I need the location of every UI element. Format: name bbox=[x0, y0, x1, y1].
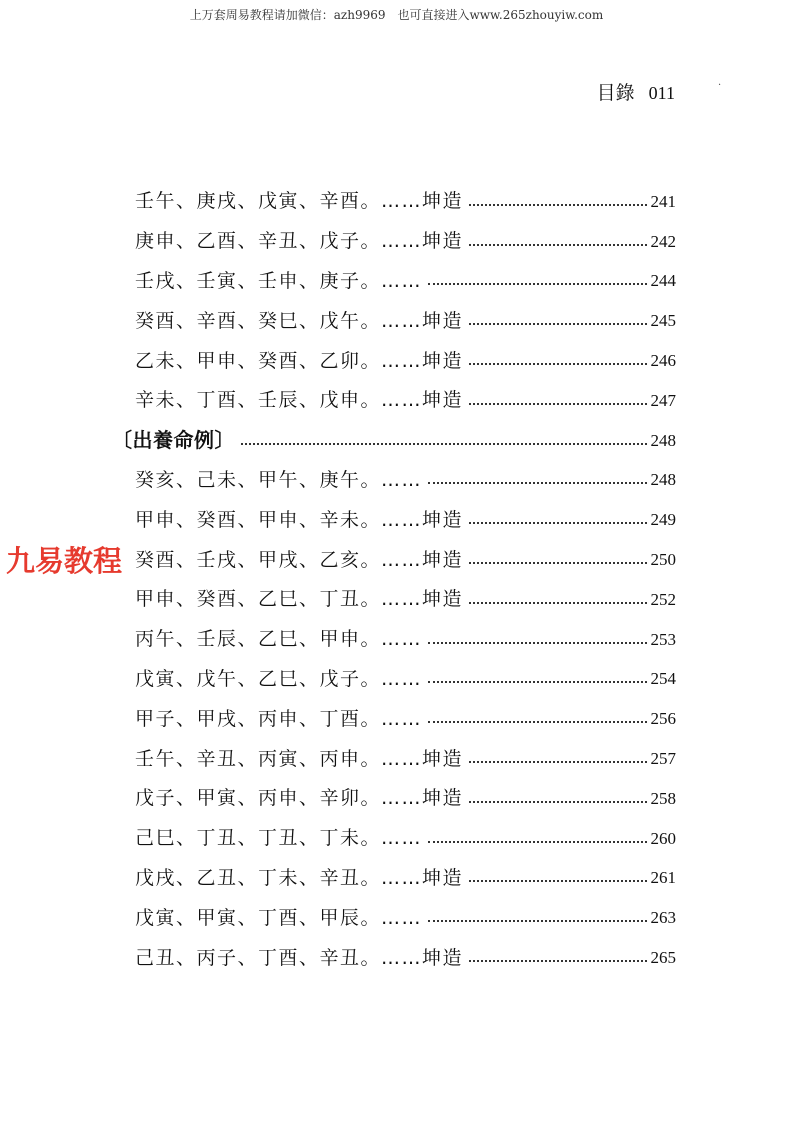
toc-entry-page: 257 bbox=[650, 749, 676, 769]
toc-entry bbox=[0, 936, 793, 976]
toc-entry-page: 263 bbox=[650, 908, 676, 928]
dot-leader bbox=[469, 602, 646, 604]
toc-entry-page: 245 bbox=[650, 311, 676, 331]
toc-entry bbox=[0, 896, 793, 936]
toc-entry-page: 249 bbox=[650, 510, 676, 530]
toc-entry-text: 甲子、甲戌、丙申、丁酉。…… bbox=[135, 707, 423, 730]
dot-leader bbox=[469, 562, 646, 564]
top-banner: 上万套周易教程请加微信：azh9969 也可直接进入www.265zhouyiw.com bbox=[189, 8, 604, 22]
toc-entry-page: 248 bbox=[650, 470, 676, 490]
dot-leader bbox=[428, 681, 646, 683]
dot-leader bbox=[428, 283, 646, 285]
toc-section-heading bbox=[0, 419, 793, 459]
toc-entry-page: 248 bbox=[650, 430, 676, 450]
toc-entry-page: 258 bbox=[650, 788, 676, 808]
toc-entry-text: 戊戌、乙丑、丁未、辛丑。……坤造 bbox=[135, 866, 464, 889]
dot-leader bbox=[469, 801, 646, 803]
toc-entry-text: 己巳、丁丑、丁丑、丁未。…… bbox=[135, 827, 423, 850]
toc-entry-page: 246 bbox=[650, 351, 676, 371]
dot-leader bbox=[469, 761, 646, 763]
toc-entry-page: 247 bbox=[650, 390, 676, 410]
toc-entry-page: 242 bbox=[650, 231, 676, 251]
toc-entry-text: 辛未、丁酉、壬辰、戊申。……坤造 bbox=[135, 389, 464, 412]
toc-entry-text: 甲申、癸酉、乙巳、丁丑。……坤造 bbox=[135, 588, 464, 611]
dot-leader bbox=[428, 642, 646, 644]
page-header bbox=[597, 78, 675, 105]
dot-leader bbox=[469, 244, 646, 246]
dot-leader bbox=[469, 363, 646, 365]
toc-entry-text: 甲申、癸酉、甲申、辛未。……坤造 bbox=[135, 508, 464, 531]
toc-entry-page: 254 bbox=[650, 669, 676, 689]
toc-entry-page: 261 bbox=[650, 868, 676, 888]
toc-entry bbox=[0, 220, 793, 260]
toc-entry bbox=[0, 618, 793, 658]
dot-leader bbox=[428, 482, 646, 484]
toc-entry-text: 庚申、乙酉、辛丑、戊子。……坤造 bbox=[135, 230, 464, 253]
stray-mark: · bbox=[718, 80, 722, 91]
toc-entry-page: 260 bbox=[650, 828, 676, 848]
toc-entry bbox=[0, 339, 793, 379]
toc-entry-page: 244 bbox=[650, 271, 676, 291]
page-title: 目錄 bbox=[596, 82, 635, 104]
toc-entry bbox=[0, 737, 793, 777]
toc-entry-text: 戊子、甲寅、丙申、辛卯。……坤造 bbox=[135, 787, 464, 810]
watermark-text: 九易教程 bbox=[6, 539, 124, 580]
toc-entry bbox=[0, 578, 793, 618]
toc-entry bbox=[0, 260, 793, 300]
toc-entry-page: 253 bbox=[650, 629, 676, 649]
dot-leader bbox=[428, 721, 646, 723]
toc-entry bbox=[0, 379, 793, 419]
toc-entry bbox=[0, 299, 793, 339]
toc-entry bbox=[0, 777, 793, 817]
toc-entry-page: 256 bbox=[650, 709, 676, 729]
toc-entry bbox=[0, 498, 793, 538]
page-number: 011 bbox=[648, 83, 675, 103]
dot-leader bbox=[469, 960, 646, 962]
dot-leader bbox=[469, 522, 646, 524]
toc-entry-text: 壬午、庚戌、戊寅、辛酉。……坤造 bbox=[135, 190, 464, 213]
toc-entry-text: 癸亥、己未、甲午、庚午。…… bbox=[135, 468, 423, 491]
toc-entry-text: 壬戌、壬寅、壬申、庚子。…… bbox=[135, 269, 423, 292]
toc-entry-text: 壬午、辛丑、丙寅、丙申。……坤造 bbox=[135, 747, 464, 770]
toc-entry bbox=[0, 180, 793, 220]
dot-leader bbox=[241, 443, 647, 445]
dot-leader bbox=[469, 323, 646, 325]
toc-entry-text: 戊寅、戊午、乙巳、戊子。…… bbox=[135, 667, 423, 690]
toc-entry-text: 戊寅、甲寅、丁酉、甲辰。…… bbox=[135, 906, 423, 929]
toc-entry-text: 乙未、甲申、癸酉、乙卯。……坤造 bbox=[135, 349, 464, 372]
toc-entry-page: 252 bbox=[650, 589, 676, 609]
toc-entry bbox=[0, 658, 793, 698]
dot-leader bbox=[469, 880, 646, 882]
toc-entry-text: 癸酉、壬戌、甲戌、乙亥。……坤造 bbox=[135, 548, 464, 571]
dot-leader bbox=[469, 403, 646, 405]
toc-entry-page: 250 bbox=[650, 550, 676, 570]
dot-leader bbox=[428, 920, 646, 922]
toc-entry bbox=[0, 459, 793, 499]
toc-entry-text: 癸酉、辛酉、癸巳、戊午。……坤造 bbox=[135, 309, 464, 332]
toc-entry bbox=[0, 857, 793, 897]
toc-entry-text: 〔出養命例〕 bbox=[112, 428, 235, 453]
toc-entry-text: 己丑、丙子、丁酉、辛丑。……坤造 bbox=[135, 946, 464, 969]
toc-entry-page: 265 bbox=[650, 948, 676, 968]
toc-entry-page: 241 bbox=[650, 191, 676, 211]
dot-leader bbox=[469, 204, 646, 206]
toc-entry bbox=[0, 697, 793, 737]
toc-entry-text: 丙午、壬辰、乙巳、甲申。…… bbox=[135, 628, 423, 651]
toc-entry bbox=[0, 817, 793, 857]
dot-leader bbox=[428, 841, 646, 843]
